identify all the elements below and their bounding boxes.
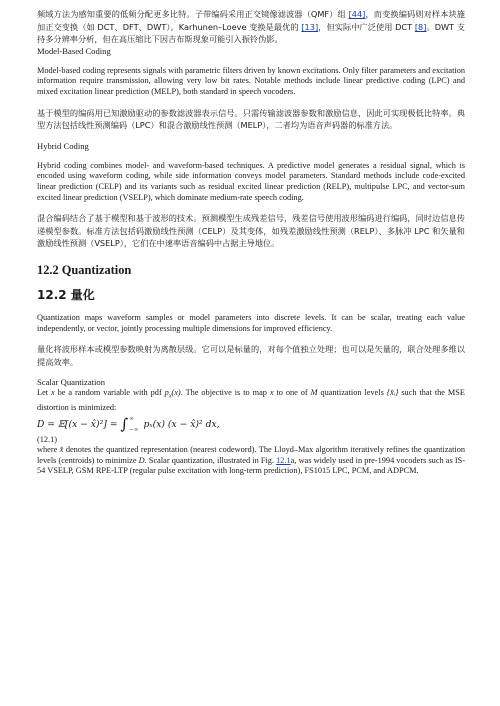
integral-sign: ∫ — [120, 414, 129, 433]
intro-text-3: ，但实际中广泛使用 DCT — [318, 21, 415, 32]
integral-upper-limit: ∞ — [129, 415, 134, 422]
quantization-paragraph-en: Quantization maps waveform samples or model parameters into discrete levels. It can be scalar, treating each value independently, or vector, jointly processing multiple dimensions for improved efficiency. — [37, 312, 465, 333]
scalar-text: Let — [37, 388, 51, 398]
section-heading-zh: 12.2 量化 — [37, 287, 95, 302]
model-based-paragraph-en: Model-based coding represents signals with parametric filters driven by known excitations. Only filter parameters and excitation information require transmission, allowing very low bit rates. Notable methods include linear predictive coding (LPC) and mixed excitation linear prediction (MELP), both standard in speech vocoders. — [37, 65, 465, 96]
scalar-intro-paragraph — [37, 388, 465, 413]
scalar-text: . The objective is to map — [180, 388, 270, 398]
intro-text-4: 。DWT 支持多分辨率分析，但在高压缩比下因吉布斯现象可能引入振铃伪影。 — [37, 21, 465, 45]
model-based-label: Model-Based Coding — [37, 45, 111, 56]
intro-text-2: ，而变换编码则对样本块施加正交变换（如 DCT、DFT、DWT）。Karhunen–Loeve 变换是最优的 — [37, 9, 465, 32]
scalar-quantization-label: Scalar Quantization — [37, 377, 106, 388]
equation-rhs: pₓ(x) (x − x̂)² dx, — [143, 418, 220, 430]
integral-limits — [129, 416, 138, 433]
math-x: x — [51, 388, 55, 398]
scalar-text: to one of — [273, 388, 311, 398]
document-page — [37, 8, 465, 477]
citation-link-8[interactable]: [8] — [414, 21, 427, 32]
math-pdf-p: p — [164, 388, 169, 398]
intro-paragraph-zh — [37, 8, 465, 46]
math-levels: {x̂ᵢ} — [386, 388, 399, 398]
hybrid-paragraph-zh: 混合编码结合了基于模型和基于波形的技术。预测模型生成残差信号，残差信号使用波形编码进行编码，同时边信息传递模型参数。标准方法包括码激励线性预测（CELP）及其变体，如残差激励线性预测（RELP）、多脉冲 LPC 和矢量和激励线性预测（VSELP），它们在中速率语音编码中占据主导地位。 — [37, 213, 465, 249]
integral-lower-limit: −∞ — [129, 426, 139, 433]
hybrid-label: Hybrid Coding — [37, 140, 89, 151]
figure-link-12-1[interactable]: 12.1 — [276, 455, 291, 465]
model-based-paragraph-zh: 基于模型的编码用已知激励驱动的参数滤波器表示信号。只需传输滤波器参数和激励信息，因此可实现极低比特率。典型方法包括线性预测编码（LPC）和混合激励线性预测（MELP），二者均为语音声码器的标准方法。 — [37, 107, 465, 131]
quantization-paragraph-zh: 量化将波形样本或模型参数映射为离散层级。它可以是标量的，对每个值独立处理；也可以是矢量的，联合处理多维以提高效率。 — [37, 344, 465, 367]
scalar-text: such that the MSE distortion is minimized: — [37, 388, 465, 412]
citation-link-13[interactable]: [13] — [301, 21, 319, 32]
scalar-text: quantization levels — [317, 388, 387, 398]
equation-lhs: D = 𝔼[(x − x̂)²] = — [37, 418, 118, 430]
scalar-text: a, was widely used in pre-1994 vocoders such as IS-54 VSELP, GSM RPE-LTP (regular pulse excitation with long-term prediction), FS1015 LPC, PCM, and ADPCM. — [37, 455, 465, 476]
math-M: M — [310, 388, 318, 398]
math-pdf-sub: x — [168, 393, 172, 400]
scalar-text: be a random variable with pdf — [54, 388, 165, 398]
math-xhat: x̂ — [59, 445, 64, 455]
mse-equation — [37, 415, 465, 433]
math-D: D — [138, 455, 145, 465]
citation-link-44[interactable]: [44] — [348, 9, 366, 19]
math-pdf — [164, 388, 181, 400]
section-heading-en: 12.2 Quantization — [37, 262, 132, 277]
math-x: x — [269, 388, 274, 398]
scalar-after-paragraph — [37, 445, 465, 477]
math-pdf-arg: (x) — [171, 388, 181, 398]
scalar-text: where — [37, 445, 60, 455]
equation-number: (12.1) — [37, 435, 58, 445]
intro-text-1: 频域方法为感知重要的低频分配更多比特。子带编码采用正交镜像滤波器（QMF）组 — [37, 9, 349, 19]
scalar-text: . Scalar quantization, illustrated in Fig. — [144, 455, 277, 465]
scalar-text: denotes the quantized representation (nearest codeword). The Lloyd–Max algorithm iteratively refines the quantization levels (centroids) to minimize — [37, 445, 465, 465]
hybrid-paragraph-en: Hybrid coding combines model- and waveform-based techniques. A predictive model generates a residual signal, which is encoded using waveform coding, while side information conveys model parameters. Standard methods include code-excited linear prediction (CELP) and its variants such as residual excited linear prediction (RELP), multipulse LPC, and vector-sum excited linear prediction (VSELP), which dominate medium-rate speech coding. — [37, 160, 465, 202]
